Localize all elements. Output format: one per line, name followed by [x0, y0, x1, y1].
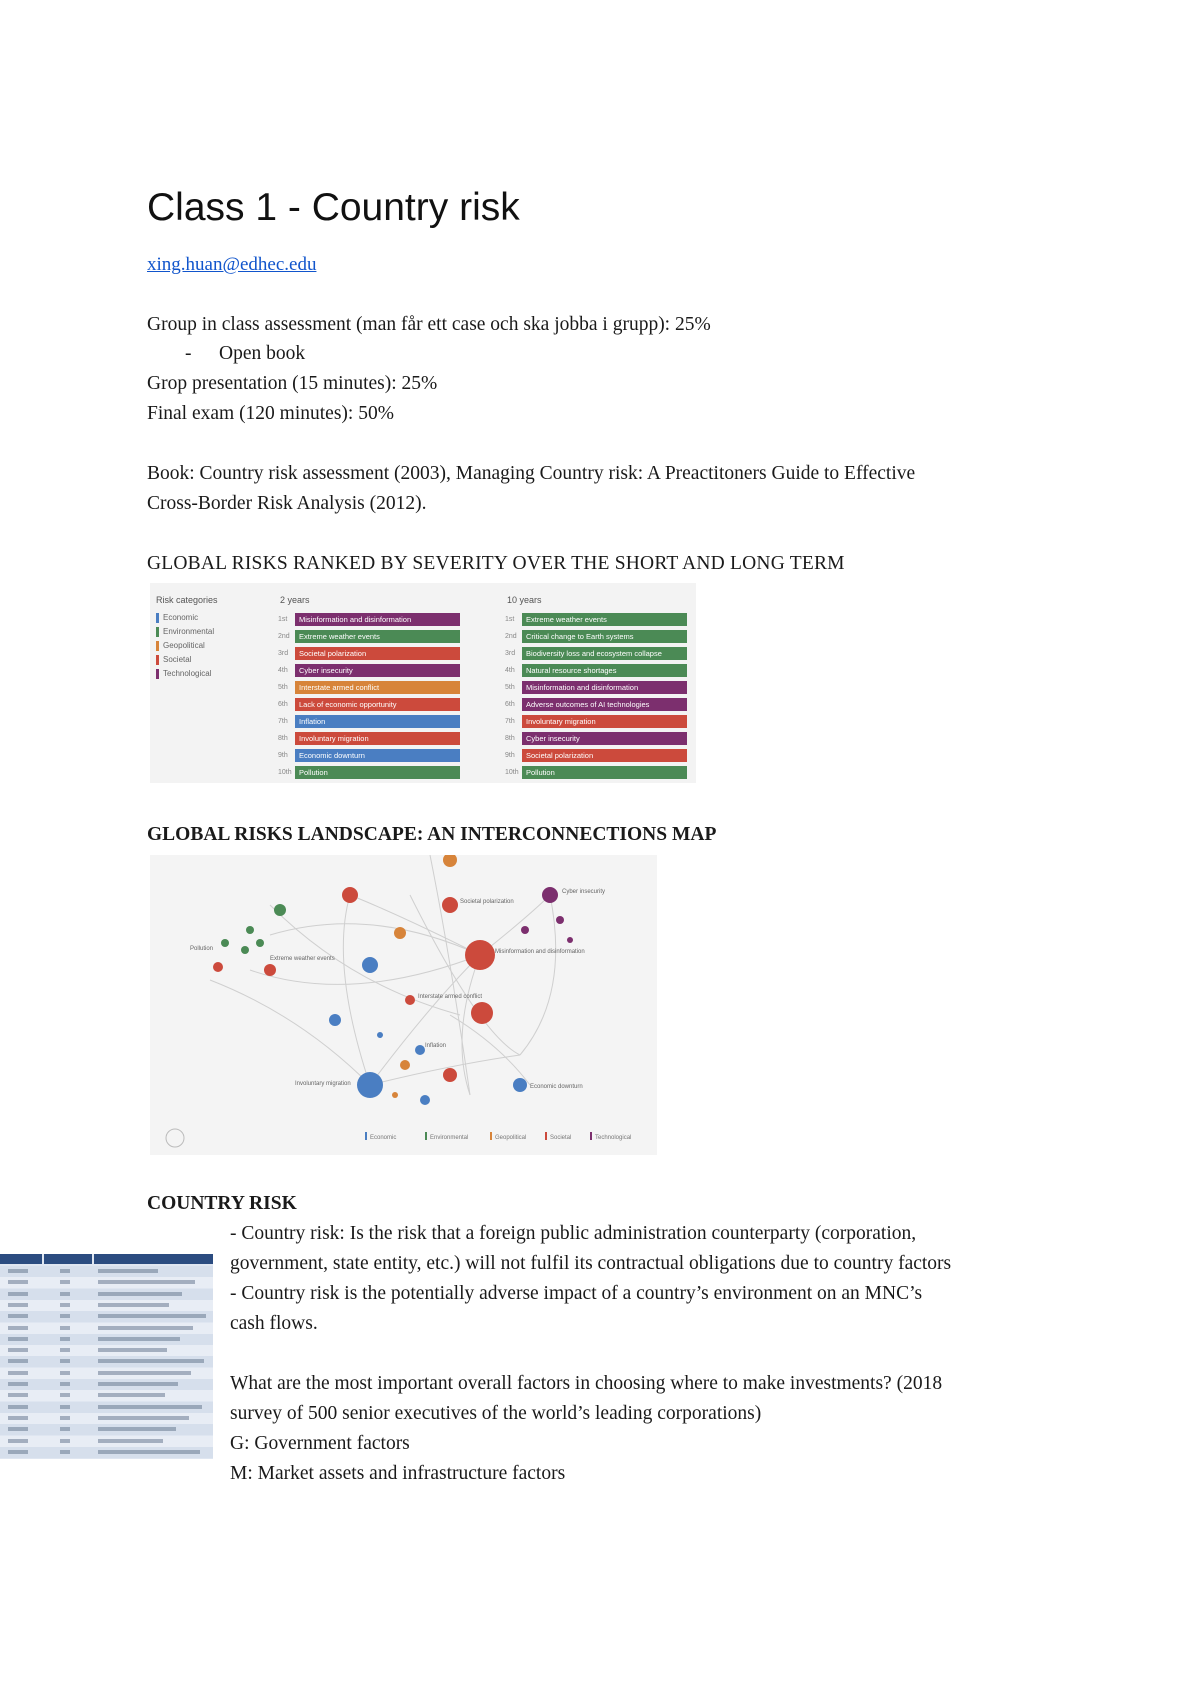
rank-number: 6th [278, 701, 288, 708]
node [329, 1014, 341, 1026]
risk-bar: Extreme weather events [295, 630, 460, 643]
legend-swatch [425, 1132, 427, 1140]
table-cell-text [98, 1292, 182, 1296]
node [442, 897, 458, 913]
table-row [0, 1402, 213, 1413]
legend-swatch [490, 1132, 492, 1140]
table-cell-text [8, 1405, 28, 1409]
node [342, 887, 358, 903]
table-cell-text [98, 1269, 158, 1273]
rank-number: 3rd [505, 650, 516, 657]
node [420, 1095, 430, 1105]
node-label: Cyber insecurity [562, 889, 606, 895]
factors-table-image [0, 1254, 213, 1459]
table-row [0, 1277, 213, 1288]
country-risk-line: G: Government factors [230, 1433, 410, 1454]
table-header-cell [0, 1254, 42, 1264]
table-cell-text [60, 1280, 70, 1284]
node [264, 964, 276, 976]
rank-number: 2nd [505, 633, 517, 640]
book-line: Book: Country risk assessment (2003), Managing Country risk: A Preactitoners Guide to Effective [147, 463, 916, 484]
table-cell-text [98, 1405, 202, 1409]
node [415, 1045, 425, 1055]
rank-number: 4th [278, 667, 288, 674]
risk-bar: Pollution [295, 766, 460, 779]
table-cell-text [8, 1427, 28, 1431]
assessment-line: Group in class assessment (man får ett case och ska jobba i grupp): 25% [147, 314, 711, 335]
node [405, 995, 415, 1005]
risk-bar: Involuntary migration [295, 732, 460, 745]
node [392, 1092, 398, 1098]
rank-number: 10th [505, 769, 519, 776]
rank-number: 9th [505, 752, 515, 759]
graph-labels [190, 889, 605, 1090]
map-legend [166, 1129, 631, 1147]
node [567, 937, 573, 943]
node [400, 1060, 410, 1070]
node [362, 957, 378, 973]
legend-label: Technological [595, 1135, 632, 1141]
table-row [0, 1289, 213, 1300]
risk-bar: Misinformation and disinformation [295, 613, 460, 626]
risk-bar: Critical change to Earth systems [522, 630, 687, 643]
table-row [0, 1379, 213, 1390]
risk-bar: Natural resource shortages [522, 664, 687, 677]
legend-label: Societal [550, 1135, 572, 1141]
node-label: Misinformation and disinformation [495, 949, 585, 955]
legend-swatch [156, 669, 159, 679]
table-cell-text [8, 1326, 28, 1330]
table-row [0, 1390, 213, 1401]
node-label: Pollution [190, 946, 214, 952]
node [556, 916, 564, 924]
table-cell-text [8, 1269, 28, 1273]
legend-swatch [156, 641, 159, 651]
legend-label: Economic [163, 613, 199, 623]
legend-label: Technological [163, 669, 212, 679]
page-title: Class 1 - Country risk [147, 186, 520, 229]
table-cell-text [60, 1416, 70, 1420]
table-cell-text [8, 1439, 28, 1443]
node-label: Interstate armed conflict [418, 994, 483, 1000]
rank-number: 10th [278, 769, 292, 776]
node [521, 926, 529, 934]
table-row [0, 1413, 213, 1424]
country-risk-line: - Country risk: Is the risk that a foreign public administration counterparty (corporation, [230, 1223, 917, 1244]
table-cell-text [98, 1382, 178, 1386]
table-cell-text [98, 1337, 180, 1341]
node-label: Inflation [425, 1043, 447, 1049]
table-cell-text [8, 1337, 28, 1341]
table-cell-text [60, 1292, 70, 1296]
network-graph [150, 855, 657, 1155]
legend-swatch [156, 613, 159, 623]
node [542, 887, 558, 903]
country-risk-line: - Country risk is the potentially adverse impact of a country’s environment on an MNC’s [230, 1283, 923, 1304]
node-label: Involuntary migration [295, 1081, 351, 1087]
table-cell-text [8, 1292, 28, 1296]
table-row [0, 1447, 213, 1458]
table-cell-text [60, 1439, 70, 1443]
legend-swatch [590, 1132, 592, 1140]
legend-label: Societal [163, 655, 192, 665]
rank-number: 7th [505, 718, 515, 725]
node [471, 1002, 493, 1024]
ranking-heading: GLOBAL RISKS RANKED BY SEVERITY OVER THE SHORT AND LONG TERM [147, 553, 845, 574]
rank-number: 5th [505, 684, 515, 691]
risk-bar: Inflation [295, 715, 460, 728]
table-cell-text [98, 1326, 193, 1330]
node-label: Extreme weather events [270, 956, 335, 962]
legend-item [156, 627, 214, 637]
legend-label: Environmental [430, 1135, 469, 1141]
table-cell-text [8, 1303, 28, 1307]
node [394, 927, 406, 939]
table-row [0, 1311, 213, 1322]
node [465, 940, 495, 970]
table-cell-text [98, 1359, 204, 1363]
risk-bar: Societal polarization [295, 647, 460, 660]
table-cell-text [8, 1359, 28, 1363]
country-risk-heading: COUNTRY RISK [147, 1193, 297, 1214]
table-cell-text [8, 1382, 28, 1386]
table-cell-text [60, 1337, 70, 1341]
table-header-cell [94, 1254, 213, 1264]
table-row [0, 1323, 213, 1334]
node [443, 855, 457, 867]
legend-title: Risk categories [156, 595, 218, 605]
table-row [0, 1436, 213, 1447]
bullet-dash: - [185, 343, 192, 364]
graph-links [210, 855, 556, 1095]
email-link[interactable]: xing.huan@edhec.edu [147, 254, 317, 275]
table-cell-text [60, 1450, 70, 1454]
table-cell-text [60, 1314, 70, 1318]
risk-ranking-image [150, 583, 696, 783]
risk-bar: Adverse outcomes of AI technologies [522, 698, 687, 711]
table-cell-text [98, 1439, 163, 1443]
table-cell-text [98, 1348, 167, 1352]
table-cell-text [60, 1371, 70, 1375]
table-cell-text [60, 1269, 70, 1273]
risk-bar: Societal polarization [522, 749, 687, 762]
legend-label: Geopolitical [163, 641, 205, 651]
col-title-10yr: 10 years [507, 595, 542, 605]
assessment-line: Final exam (120 minutes): 50% [147, 403, 394, 424]
table-cell-text [98, 1303, 169, 1307]
table-cell-text [98, 1416, 189, 1420]
legend-item [156, 669, 211, 679]
table-cell-text [98, 1314, 206, 1318]
table-cell-text [60, 1382, 70, 1386]
rank-number: 7th [278, 718, 288, 725]
table-cell-text [8, 1393, 28, 1397]
node-label: Economic downturn [530, 1084, 583, 1090]
risk-bar: Biodiversity loss and ecosystem collapse [522, 647, 687, 660]
legend-item [156, 641, 205, 651]
table-cell-text [8, 1416, 28, 1420]
assessment-bullet [185, 339, 305, 369]
rank-number: 1st [505, 616, 515, 623]
node [377, 1032, 383, 1038]
book-line: Cross-Border Risk Analysis (2012). [147, 493, 427, 514]
rank-number: 2nd [278, 633, 290, 640]
rank-number: 9th [278, 752, 288, 759]
node [241, 946, 249, 954]
risk-bar: Misinformation and disinformation [522, 681, 687, 694]
node-label: Societal polarization [460, 899, 514, 905]
table-header-cell [44, 1254, 92, 1264]
risk-bar: Cyber insecurity [522, 732, 687, 745]
country-risk-line: survey of 500 senior executives of the world’s leading corporations) [230, 1403, 762, 1424]
risk-bar: Cyber insecurity [295, 664, 460, 677]
rank-number: 3rd [278, 650, 289, 657]
table-cell-text [8, 1314, 28, 1318]
assessment-line: Grop presentation (15 minutes): 25% [147, 373, 438, 394]
table-cell-text [60, 1359, 70, 1363]
legend-swatch [545, 1132, 547, 1140]
legend-swatch [365, 1132, 367, 1140]
table-cell-text [60, 1405, 70, 1409]
interconnections-map-image [150, 855, 657, 1155]
table-cell-text [98, 1450, 200, 1454]
table-row [0, 1266, 213, 1277]
table-cell-text [60, 1303, 70, 1307]
rank-number: 6th [505, 701, 515, 708]
table-row [0, 1424, 213, 1435]
table-row [0, 1345, 213, 1356]
legend-label: Economic [370, 1135, 397, 1141]
node [213, 962, 223, 972]
table-cell-text [98, 1393, 165, 1397]
table-cell-text [60, 1326, 70, 1330]
table-row [0, 1300, 213, 1311]
rank-number: 1st [278, 616, 288, 623]
legend-label: Environmental [163, 627, 215, 637]
risk-bar: Lack of economic opportunity [295, 698, 460, 711]
node [443, 1068, 457, 1082]
risk-bar: Involuntary migration [522, 715, 687, 728]
risk-bar: Economic downturn [295, 749, 460, 762]
table-cell-text [8, 1348, 28, 1352]
legend-item [156, 613, 198, 623]
node [221, 939, 229, 947]
table-cell-text [60, 1393, 70, 1397]
table-cell-text [8, 1371, 28, 1375]
country-risk-line: cash flows. [230, 1313, 318, 1334]
node [357, 1072, 383, 1098]
node [274, 904, 286, 916]
legend-label: Geopolitical [495, 1135, 527, 1141]
country-risk-line: government, state entity, etc.) will not fulfil its contractual obligations due to country factors [230, 1253, 952, 1274]
rank-number: 8th [505, 735, 515, 742]
map-heading: GLOBAL RISKS LANDSCAPE: AN INTERCONNECTIONS MAP [147, 824, 717, 845]
country-risk-line: What are the most important overall factors in choosing where to make investments? (2018 [230, 1373, 943, 1394]
table-cell-text [60, 1427, 70, 1431]
bullet-text: Open book [219, 343, 306, 364]
col-title-2yr: 2 years [280, 595, 310, 605]
node [246, 926, 254, 934]
table-row [0, 1368, 213, 1379]
risk-bar: Pollution [522, 766, 687, 779]
node [513, 1078, 527, 1092]
risk-bar: Extreme weather events [522, 613, 687, 626]
table-cell-text [8, 1450, 28, 1454]
rank-number: 8th [278, 735, 288, 742]
legend-swatch [156, 627, 159, 637]
table-row [0, 1334, 213, 1345]
table-cell-text [98, 1371, 191, 1375]
table-cell-text [8, 1280, 28, 1284]
country-risk-line: M: Market assets and infrastructure factors [230, 1463, 566, 1484]
rank-number: 5th [278, 684, 288, 691]
legend-item [156, 655, 191, 665]
table-cell-text [60, 1348, 70, 1352]
table-cell-text [98, 1280, 195, 1284]
rank-number: 4th [505, 667, 515, 674]
legend-size-circle [166, 1129, 184, 1147]
table-cell-text [98, 1427, 176, 1431]
node [256, 939, 264, 947]
legend-swatch [156, 655, 159, 665]
risk-bar: Interstate armed conflict [295, 681, 460, 694]
table-row [0, 1356, 213, 1367]
